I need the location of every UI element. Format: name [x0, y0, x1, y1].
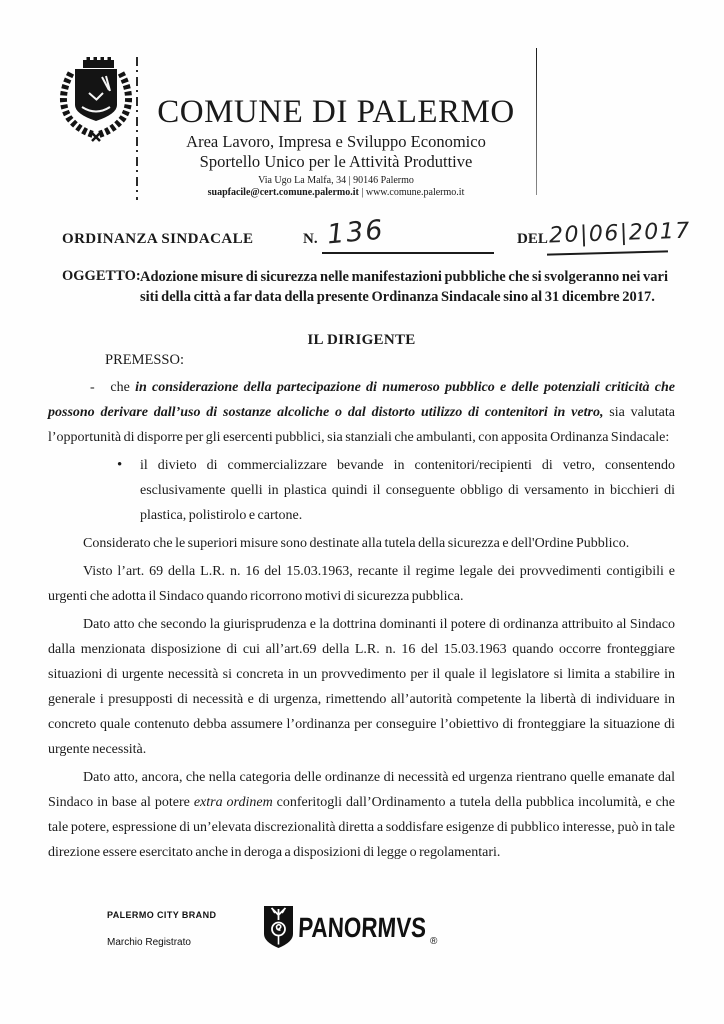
panormus-wordmark: PANORMVS [297, 912, 427, 943]
palermo-coat-of-arms-icon [56, 55, 136, 143]
paragraph-before: Dato atto, ancora, che nella categoria delle ordinanze di necessità ed urgenza rientrano quelle emanate dal Sindaco in base al potere [48, 770, 675, 810]
ordinance-number-handwritten: 136 [325, 214, 386, 251]
bullet-text: il divieto di commercializzare bevande in contenitori/recipienti di vetro, consentendo esclusivamente quelli in plastica quindi il conseguente obbligo di versamento in bicchieri di plastica, polistirolo e cartone. [140, 458, 675, 523]
paragraph-considerato: Considerato che le superiori misure sono destinate alla tutela della sicurezza e dell'Ordine Pubblico. [83, 536, 630, 551]
latin-phrase: extra ordinem [193, 795, 273, 810]
header-fold-mark-right [536, 48, 537, 195]
registered-trademark-symbol: ® [430, 936, 438, 947]
ordinance-body [48, 348, 675, 865]
paragraph-lead: - che [90, 380, 136, 395]
ordinance-number-label: N. [303, 231, 318, 247]
contacts-line [140, 187, 532, 199]
subject-text: Adozione misure di sicurezza nelle manifestazioni pubbliche che si svolgeranno nei vari siti della città a far data della presente Ordinanza Sindacale sino al 31 dicembre 2017. [140, 269, 668, 305]
ordinance-date-label: DEL [517, 231, 548, 247]
paragraph-emphasis: in considerazione della partecipazione di numeroso pubblico e delle potenziali criticità che possono derivare dall’uso di sostanze alcoliche o dal distorto utilizzo di contenitori in vetro, [48, 380, 675, 420]
letterhead [140, 92, 532, 199]
paragraph-premise-1 [48, 375, 675, 450]
bullet-marker: • [117, 457, 123, 473]
office-line: Sportello Unico per le Attività Produttive [199, 152, 473, 171]
subject-label: OGGETTO: [62, 268, 141, 284]
bullet-item [48, 453, 675, 528]
website-text: www.comune.palermo.it [365, 187, 465, 198]
header-fold-mark-left [136, 57, 138, 200]
city-brand-line: PALERMO CITY BRAND [107, 910, 217, 920]
number-underline [322, 252, 494, 254]
ordinance-type-label: ORDINANZA SINDACALE [62, 231, 254, 247]
contacts-separator: | [358, 187, 366, 198]
panormus-shield-icon [263, 905, 294, 949]
ordinance-date-handwritten: 20|06|2017 [548, 218, 692, 249]
role-heading: IL DIRIGENTE [307, 332, 416, 348]
paragraph-visto: Visto l’art. 69 della L.R. n. 16 del 15.03.1963, recante il regime legale dei provvedimenti contigibili e urgenti che adotta il Sindaco quando ricorrono motivi di sicurezza pubblica. [48, 564, 675, 604]
premise-label: PREMESSO: [105, 352, 184, 368]
paragraph-rest: sia valutata l’opportunità di disporre per gli esercenti pubblici, sia stanziali che ambulanti, con apposita Ordinanza Sindacale: [48, 405, 675, 445]
paragraph-after: conferitogli dall’Ordinamento a tutela della pubblica incolumità, e che tale potere, espressione di un’elevata discrezionalità diretta a soddisfare esigenze di pubblico interesse, può in tale direzione essere esercitato anche in deroga a disposizioni di legge o regolamentari. [48, 795, 676, 860]
registered-mark-line: Marchio Registrato [107, 937, 191, 948]
email-text: suapfacile@cert.comune.palermo.it [207, 187, 359, 198]
paragraph-dato-atto-1: Dato atto che secondo la giurisprudenza e la dottrina dominanti il potere di ordinanza attribuito al Sindaco dalla menzionata disposizione di cui all’art.69 della L.R. n. 16 del 15.03.1963 quando occorre fronteggiare situazioni di urgente necessità si concreta in un provvedimento per il quale il legislatore si limita a stabilire in generale i presupposti di necessità e di urgenza, rimettendo all’autorità competente la libertà di individuare in concreto quale contenuto debba assumere l’ordinanza per conseguire l’obiettivo di fronteggiare la situazione di urgente necessità. [48, 617, 675, 757]
date-underline [547, 250, 668, 255]
department-line: Area Lavoro, Impresa e Sviluppo Economico [186, 132, 486, 151]
paragraph-dato-atto-2 [48, 765, 675, 865]
panormus-logo [263, 905, 459, 951]
address-line: Via Ugo La Malfa, 34 | 90146 Palermo [258, 175, 414, 186]
municipality-title: COMUNE DI PALERMO [157, 94, 515, 130]
